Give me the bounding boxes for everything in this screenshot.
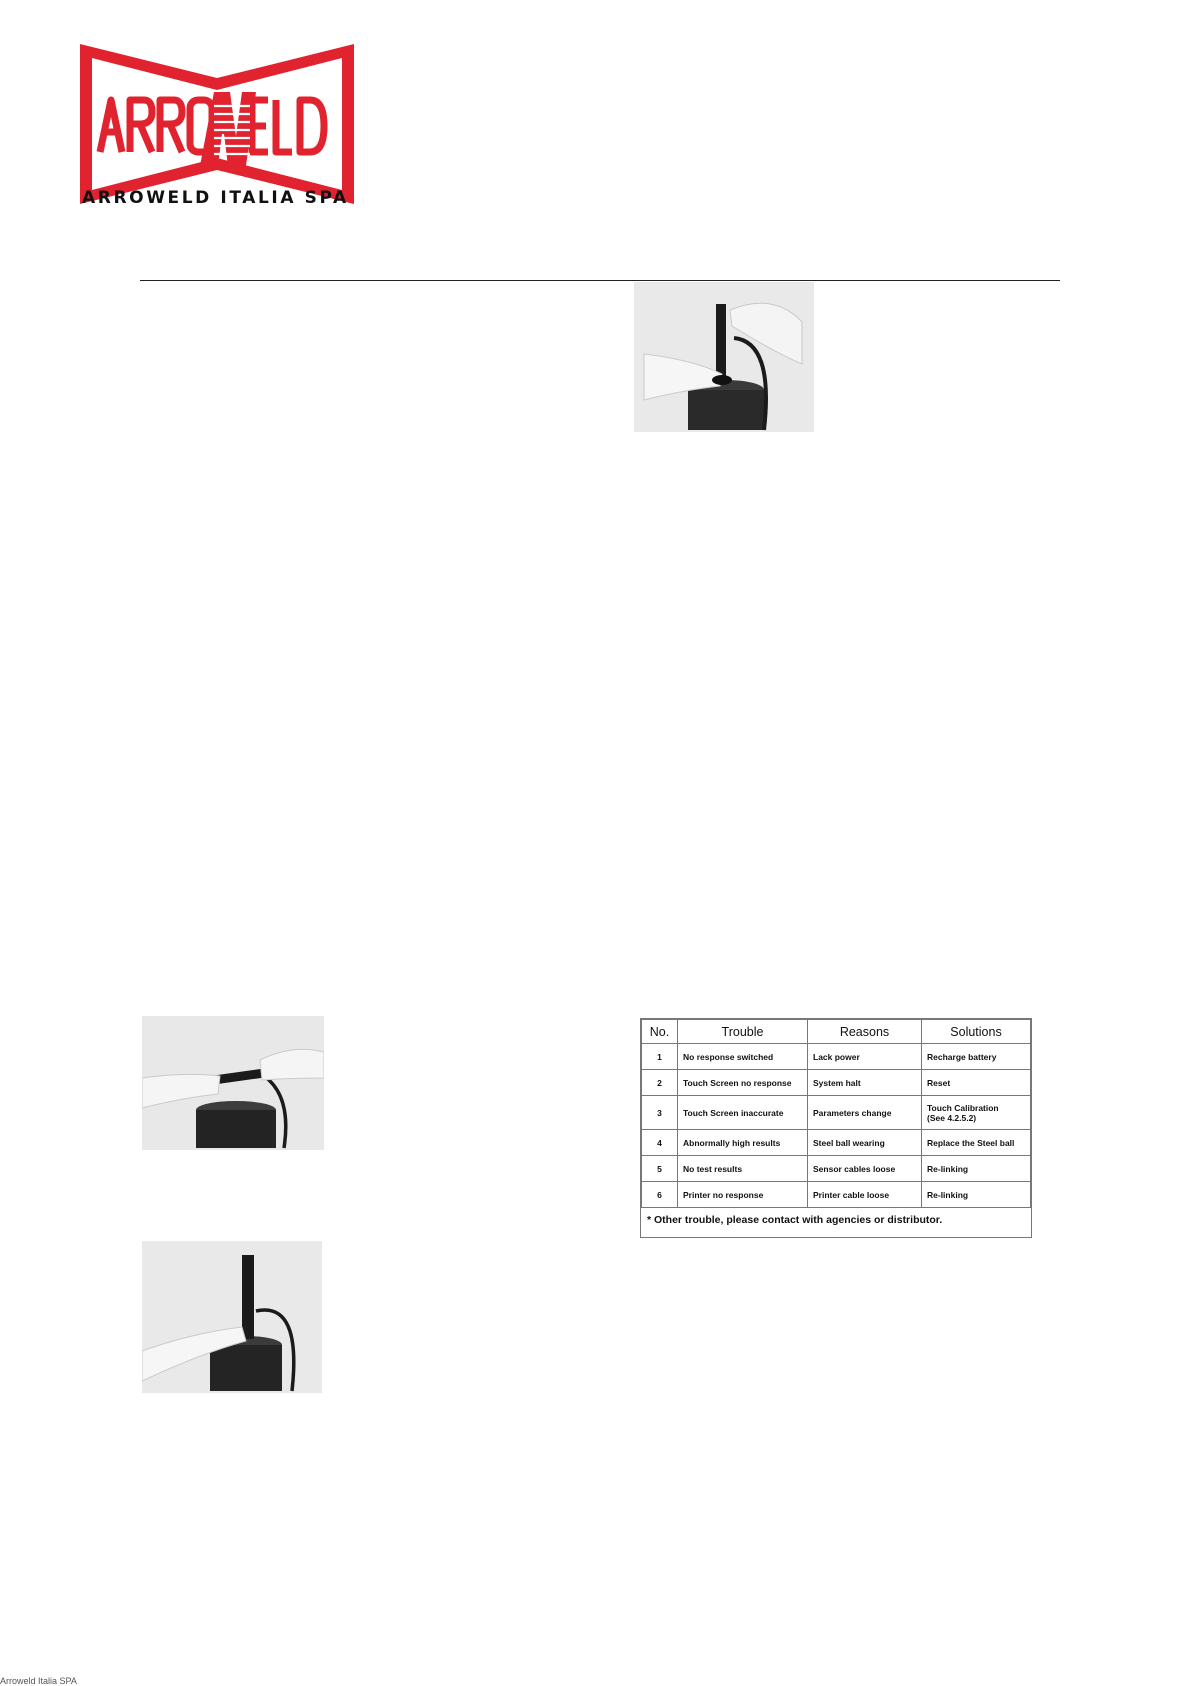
solution-reference: (See 4.2.5.2) [927, 1112, 977, 1123]
row-trouble: Abnormally high results [678, 1130, 808, 1156]
row-number: 4 [642, 1130, 678, 1156]
header-reasons: Reasons [808, 1020, 922, 1044]
row-reason: Lack power [808, 1044, 922, 1070]
row-reason: Steel ball wearing [808, 1130, 922, 1156]
row-reason: Parameters change [808, 1096, 922, 1130]
table-row [642, 1096, 1031, 1130]
footer-text: Arroweld Italia SPA [0, 1676, 77, 1686]
row-number: 1 [642, 1044, 678, 1070]
probe-on-block-photo [142, 1241, 322, 1393]
header-rule [140, 280, 1060, 281]
row-solution: Replace the Steel ball [922, 1130, 1031, 1156]
row-solution: Re-linking [922, 1156, 1031, 1182]
header-solutions: Solutions [922, 1020, 1031, 1044]
table-header-row [642, 1020, 1031, 1044]
row-solution: Re-linking [922, 1182, 1031, 1208]
table-row [642, 1130, 1031, 1156]
row-number: 2 [642, 1070, 678, 1096]
troubleshooting-note: * Other trouble, please contact with agencies or distributor. [647, 1214, 943, 1226]
row-number: 5 [642, 1156, 678, 1182]
table-row [642, 1156, 1031, 1182]
row-reason: Sensor cables loose [808, 1156, 922, 1182]
header-no: No. [642, 1020, 678, 1044]
row-reason: System halt [808, 1070, 922, 1096]
row-solution: Reset [922, 1070, 1031, 1096]
row-trouble: Printer no response [678, 1182, 808, 1208]
row-solution [922, 1096, 1031, 1130]
row-trouble: No test results [678, 1156, 808, 1182]
row-trouble: Touch Screen inaccurate [678, 1096, 808, 1130]
row-solution: Recharge battery [922, 1044, 1031, 1070]
troubleshooting-table [640, 1018, 1032, 1238]
row-trouble: No response switched [678, 1044, 808, 1070]
table-row [642, 1044, 1031, 1070]
row-number: 3 [642, 1096, 678, 1130]
row-number: 6 [642, 1182, 678, 1208]
company-caption: ARROWELD ITALIA SPA [82, 188, 349, 208]
table-row [642, 1182, 1031, 1208]
table-row [642, 1070, 1031, 1096]
solution-text: Touch Calibration [927, 1102, 999, 1113]
arroweld-logo [80, 44, 354, 204]
cable-connection-photo [142, 1016, 324, 1150]
row-reason: Printer cable loose [808, 1182, 922, 1208]
header-trouble: Trouble [678, 1020, 808, 1044]
probe-vertical-photo [634, 282, 814, 432]
row-trouble: Touch Screen no response [678, 1070, 808, 1096]
